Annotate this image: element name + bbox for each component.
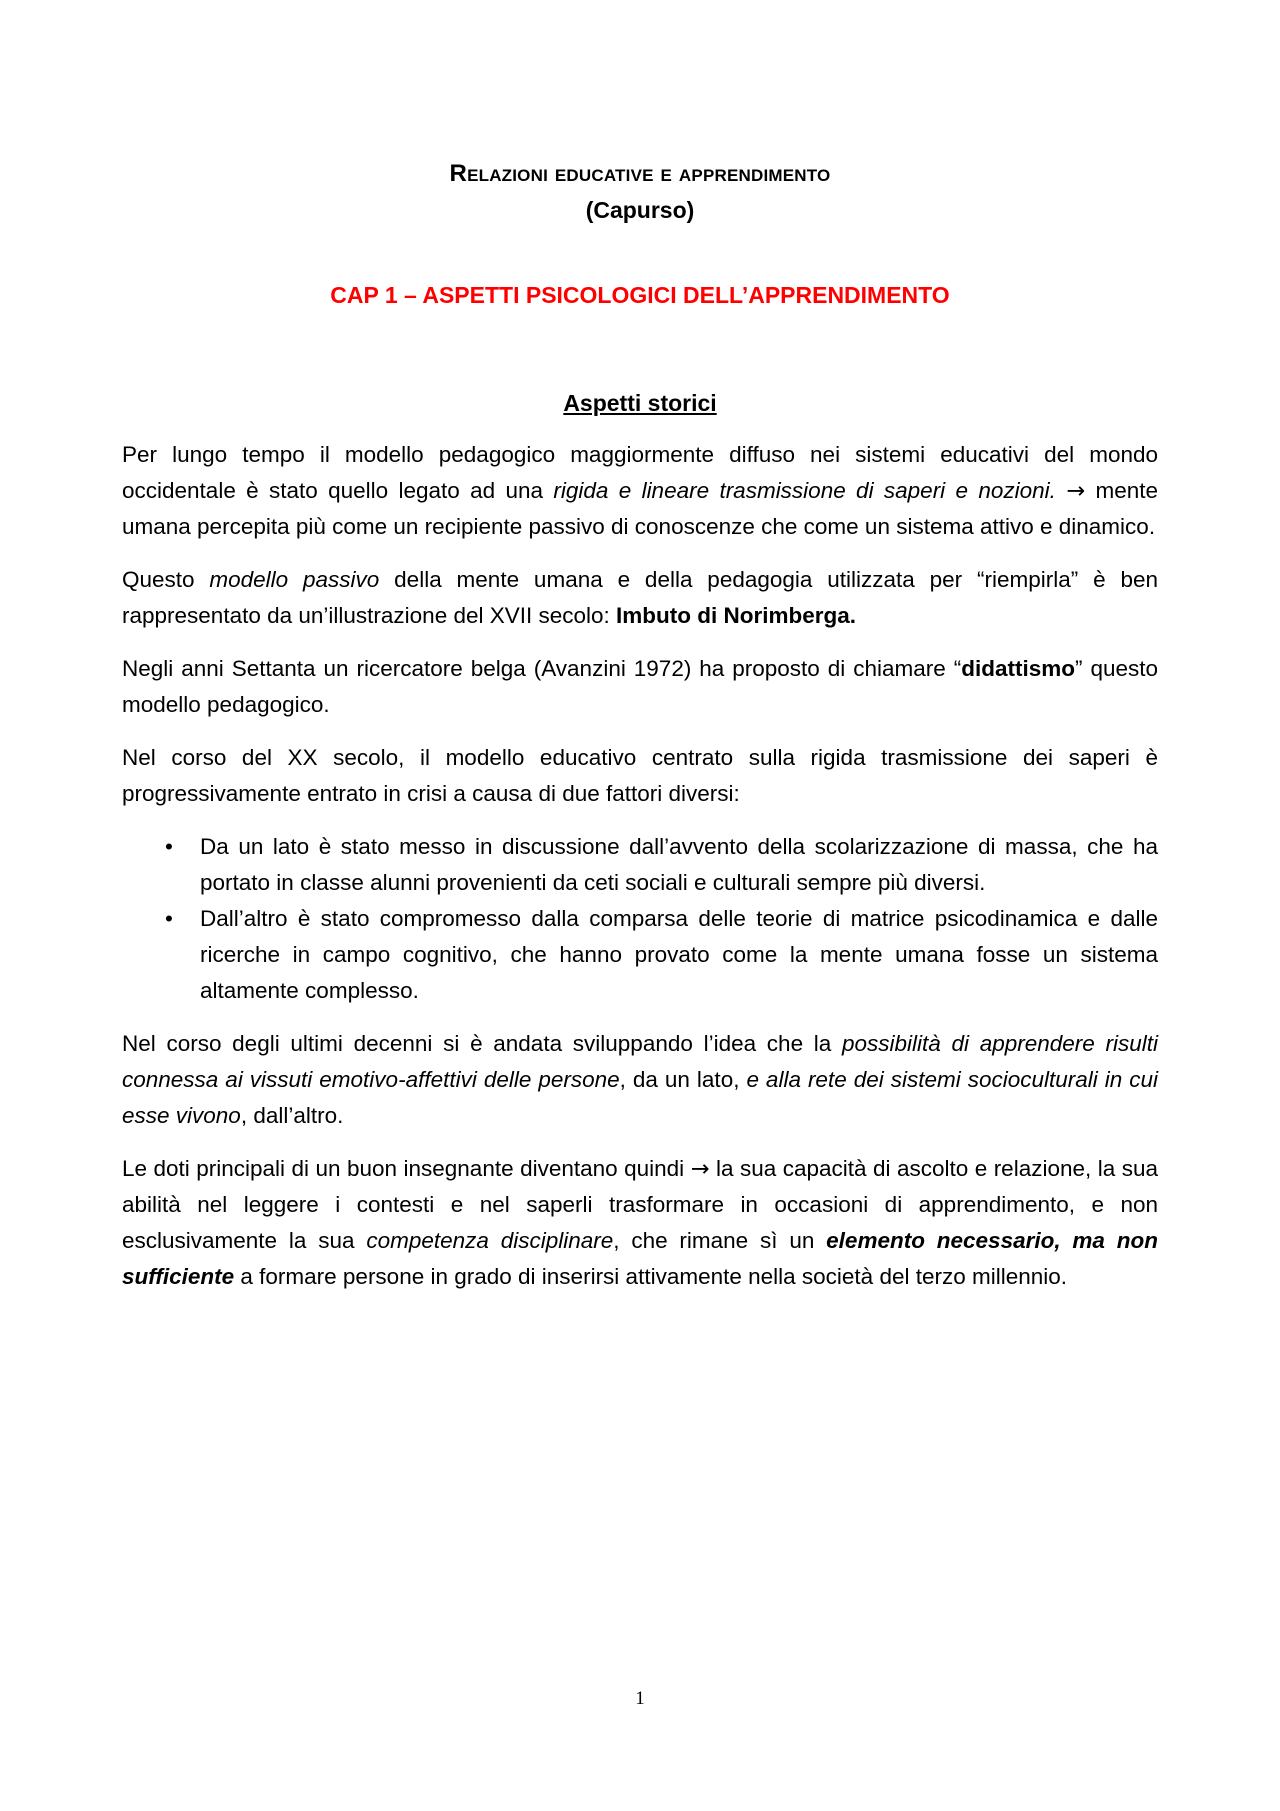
bullet-list xyxy=(122,829,1158,1009)
paragraph-3: Negli anni Settanta un ricercatore belga (Avanzini 1972) ha proposto di chiamare “didattismo” questo modello pedagogico. xyxy=(122,656,1158,717)
section-heading: Aspetti storici xyxy=(563,390,717,416)
page-number: 1 xyxy=(635,1688,645,1709)
list-item: • Da un lato è stato messo in discussione dall’avvento della scolarizzazione di massa, che ha portato in classe alunni provenienti da ceti sociali e culturali sempre più diversi. xyxy=(122,829,1158,901)
paragraph-6: Le doti principali di un buon insegnante diventano quindi → la sua capacità di ascolto e relazione, la sua abilità nel leggere i contesti e nel saperli trasformare in occasioni di apprendimento, e non esclusivamente la sua competenza disciplinare, che rimane sì un elemento necessario, ma non sufficiente a formare persone in grado di inserirsi attivamente nella società del terzo millennio. xyxy=(122,1156,1158,1289)
document-title: Relazioni educative e apprendimento xyxy=(449,160,831,187)
right-arrow-icon: → xyxy=(1066,478,1086,504)
paragraph-4: Nel corso del XX secolo, il modello educativo centrato sulla rigida trasmissione dei saperi è progressivamente entrato in crisi a causa di due fattori diversi: xyxy=(122,745,1158,806)
list-item: • Dall’altro è stato compromesso dalla comparsa delle teorie di matrice psicodinamica e dalle ricerche in campo cognitivo, che hanno provato come la mente umana fosse un sistema altamente complesso. xyxy=(122,901,1158,1009)
document-body xyxy=(122,437,1158,1312)
right-arrow-icon: → xyxy=(690,1156,710,1182)
paragraph-5: Nel corso degli ultimi decenni si è andata sviluppando l’idea che la possibilità di apprendere risulti connessa ai vissuti emotivo-affettivi delle persone, da un lato, e alla rete dei sistemi socioculturali in cui esse vivono, dall’altro. xyxy=(122,1031,1158,1128)
bullet-icon: • xyxy=(165,834,173,859)
paragraph-1: Per lungo tempo il modello pedagogico maggiormente diffuso nei sistemi educativi del mondo occidentale è stato quello legato ad una rigida e lineare trasmissione di saperi e nozioni. → mente umana percepita più come un recipiente passivo di conoscenze che come un sistema attivo e dinamico. xyxy=(122,442,1158,539)
chapter-heading: CAP 1 – ASPETTI PSICOLOGICI DELL’APPRENDIMENTO xyxy=(330,282,950,308)
paragraph-2: Questo modello passivo della mente umana e della pedagogia utilizzata per “riempirla” è ben rappresentato da un’illustrazione del XVII secolo: Imbuto di Norimberga. xyxy=(122,567,1158,628)
bullet-icon: • xyxy=(165,906,173,931)
document-subtitle: (Capurso) xyxy=(585,197,695,223)
